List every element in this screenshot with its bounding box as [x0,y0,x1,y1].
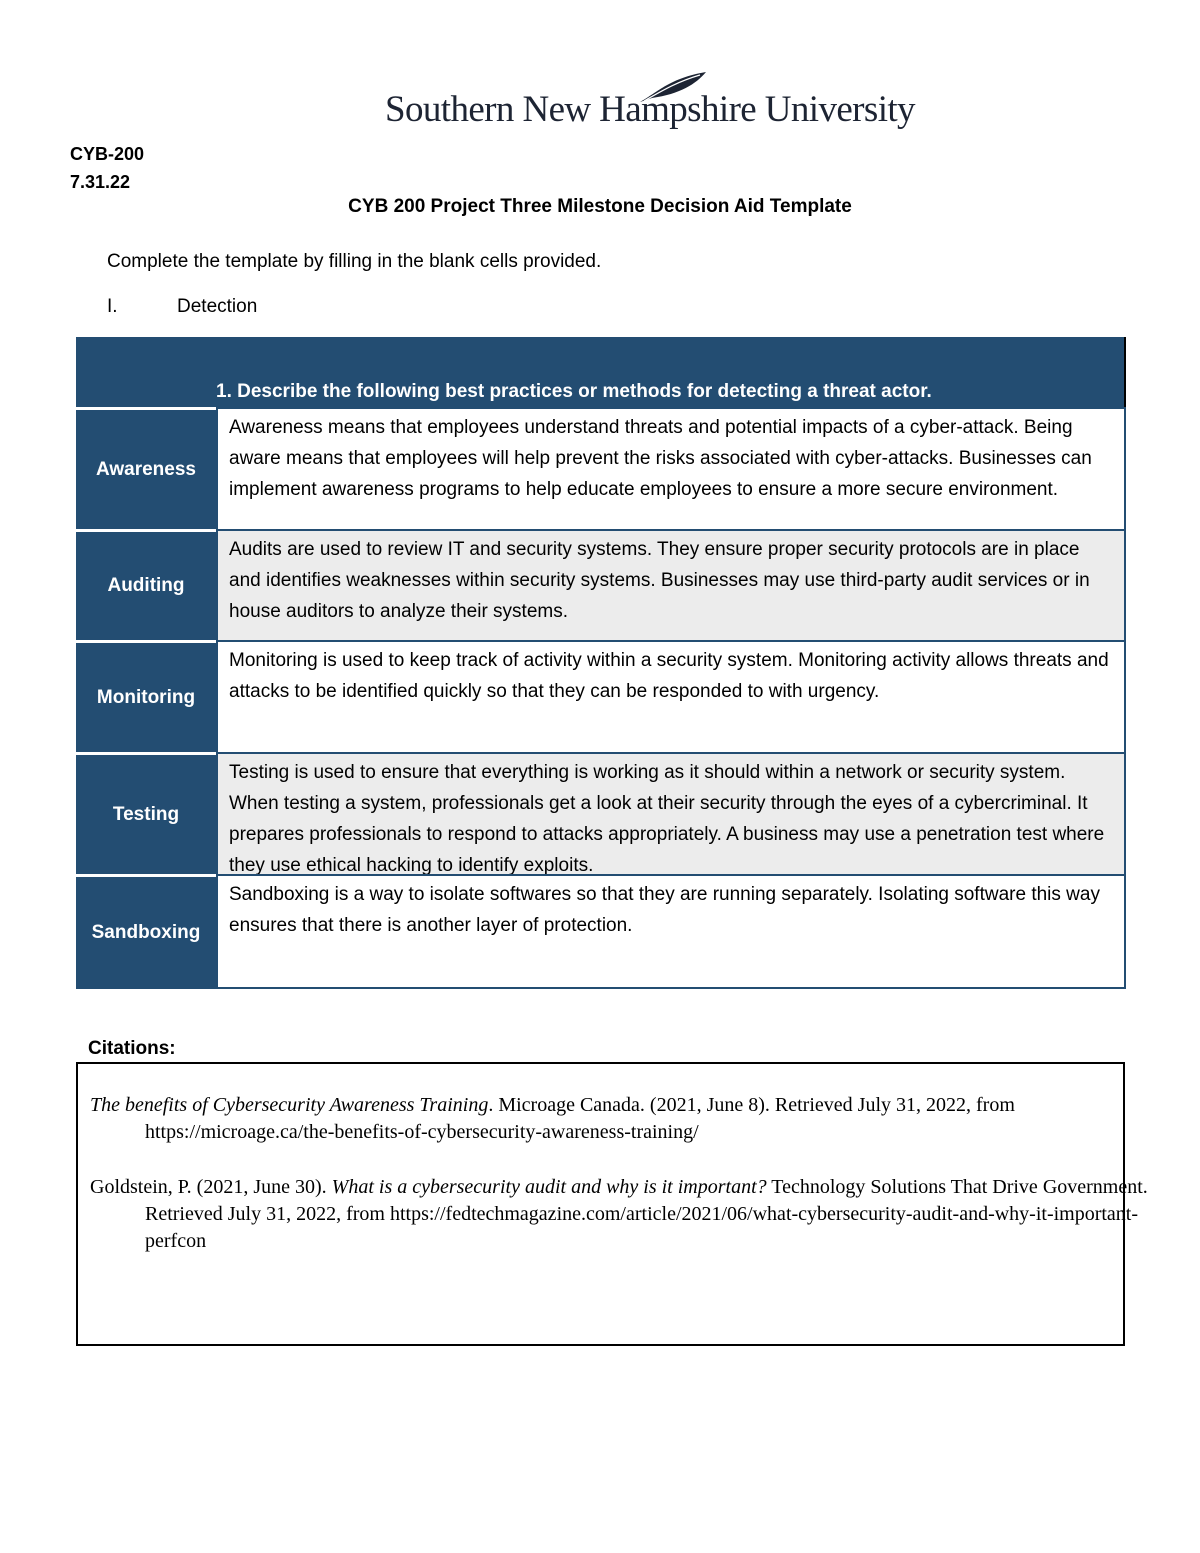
table-row-sandboxing [76,874,1126,989]
citation-author: Goldstein, P. (2021, June 30). [90,1176,332,1198]
section-name: Detection [177,296,258,317]
section-heading [107,296,257,318]
row-label: Awareness [76,407,216,529]
section-number: I. [107,296,118,317]
course-code: CYB-200 [70,144,145,164]
citation-details: Technology Solutions That Drive Government. Retrieved July 31, 2022, from https://fedtechmagazine.com/article/2021/06/what-cybersecurity-audit-and-why-it-important-perfcon [145,1176,1148,1252]
citation-title: What is a cybersecurity audit and why is it important? [331,1176,767,1198]
course-date: 7.31.22 [70,172,131,192]
citations-box [76,1062,1148,1346]
row-label: Auditing [76,529,216,640]
university-logo [385,70,915,140]
detection-table [76,337,1126,989]
table-heading-text: 1. Describe the following best practices or methods for detecting a threat actor. [216,381,932,402]
row-text[interactable]: Audits are used to review IT and security systems. They ensure proper security protocols are in place and identifies weaknesses within security systems. Businesses may use third-party audit services or in house auditors to analyze their systems. [216,529,1126,640]
citation-title: The benefits of Cybersecurity Awareness Training [90,1094,489,1116]
course-info [70,140,144,196]
row-text[interactable]: Sandboxing is a way to isolate softwares so that they are running separately. Isolating software this way ensures that there is another layer of protection. [216,874,1126,989]
table-row-awareness [76,407,1126,529]
row-label: Sandboxing [76,874,216,989]
row-text[interactable]: Testing is used to ensure that everything is working as it should within a network or security system. When testing a system, professionals get a look at their security through the eyes of a cybercriminal. It prepares professionals to respond to attacks appropriately. A business may use a penetration test where they use ethical hacking to identify exploits. [216,752,1126,874]
citation-entry [90,1174,1165,1255]
table-row-monitoring [76,640,1126,752]
table-heading [76,337,1126,407]
instruction-text: Complete the template by filling in the blank cells provided. [107,251,602,272]
row-text[interactable]: Awareness means that employees understand threats and potential impacts of a cyber-attack. Being aware means that employees will help prevent the risks associated with cyber-attacks. Businesses can implement awareness programs to help educate employees to ensure a more secure environment. [216,407,1126,529]
row-label: Testing [76,752,216,874]
citation-entry [90,1092,1165,1146]
row-label: Monitoring [76,640,216,752]
table-row-auditing [76,529,1126,640]
table-row-testing [76,752,1126,874]
page-title: CYB 200 Project Three Milestone Decision Aid Template [348,196,852,217]
citations-label: Citations: [88,1038,176,1059]
university-name: Southern New Hampshire University [385,89,915,130]
row-text[interactable]: Monitoring is used to keep track of activity within a security system. Monitoring activity allows threats and attacks to be identified quickly so that they can be responded to with urgency. [216,640,1126,752]
citation-details: . Microage Canada. (2021, June 8). Retrieved July 31, 2022, from https://microage.ca/the-benefits-of-cybersecurity-awareness-training/ [145,1094,1015,1143]
